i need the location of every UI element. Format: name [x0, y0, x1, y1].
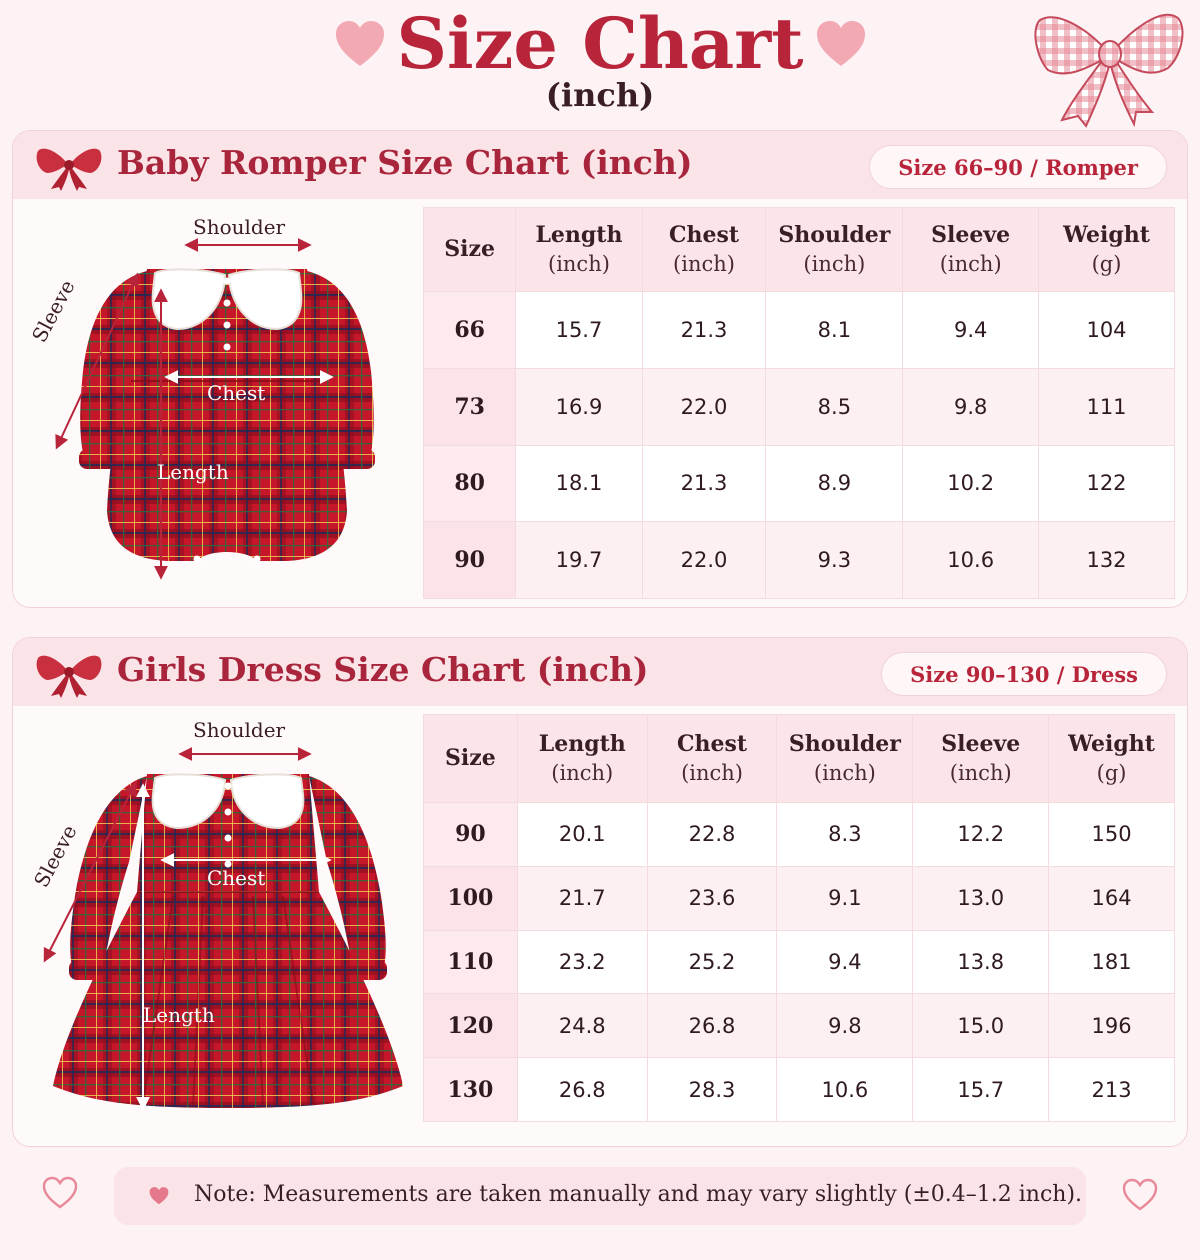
column-header: Weight (g) [1049, 715, 1175, 803]
column-header: Length (inch) [517, 715, 647, 803]
column-header: Size [424, 208, 516, 292]
table-cell: 28.3 [647, 1058, 777, 1122]
size-cell: 100 [424, 866, 518, 930]
table-cell: 122 [1039, 445, 1175, 522]
table-cell: 9.8 [777, 994, 913, 1058]
table-row [424, 930, 1175, 994]
table-cell: 10.2 [903, 445, 1039, 522]
table-cell: 20.1 [517, 803, 647, 867]
table-cell: 22.0 [642, 368, 766, 445]
section-header [13, 131, 1187, 199]
length-label: Length [157, 460, 229, 484]
table-cell: 21.7 [517, 866, 647, 930]
table-row [424, 803, 1175, 867]
section-title: Girls Dress Size Chart (inch) [117, 650, 649, 689]
table-cell: 150 [1049, 803, 1175, 867]
table-cell: 8.1 [766, 292, 903, 369]
column-header: Chest (inch) [642, 208, 766, 292]
table-cell: 10.6 [903, 522, 1039, 599]
size-cell: 120 [424, 994, 518, 1058]
table-header-row [424, 715, 1175, 803]
column-header: Shoulder (inch) [766, 208, 903, 292]
table-cell: 12.2 [913, 803, 1049, 867]
column-header: Size [424, 715, 518, 803]
heart-icon [148, 1186, 170, 1206]
table-cell: 181 [1049, 930, 1175, 994]
table-cell: 15.0 [913, 994, 1049, 1058]
table-row [424, 866, 1175, 930]
table-cell: 23.6 [647, 866, 777, 930]
sleeve-label: Sleeve [29, 820, 82, 892]
table-cell: 8.3 [777, 803, 913, 867]
table-cell: 26.8 [517, 1058, 647, 1122]
table-cell: 9.1 [777, 866, 913, 930]
page-title: Size Chart [396, 2, 804, 85]
table-cell: 9.8 [903, 368, 1039, 445]
table-cell: 23.2 [517, 930, 647, 994]
table-row [424, 368, 1175, 445]
table-cell: 9.3 [766, 522, 903, 599]
chest-label: Chest [207, 381, 266, 405]
table-cell: 21.3 [642, 445, 766, 522]
column-header: Sleeve (inch) [913, 715, 1049, 803]
heart-outline-icon [42, 1176, 78, 1210]
table-cell: 9.4 [777, 930, 913, 994]
column-header: Shoulder (inch) [777, 715, 913, 803]
size-cell: 110 [424, 930, 518, 994]
bow-icon [35, 141, 103, 191]
table-cell: 24.8 [517, 994, 647, 1058]
column-header: Chest (inch) [647, 715, 777, 803]
column-header: Weight (g) [1039, 208, 1175, 292]
heart-outline-icon [1122, 1178, 1158, 1212]
table-cell: 196 [1049, 994, 1175, 1058]
size-range-badge: Size 90–130 / Dress [881, 652, 1167, 696]
table-cell: 22.0 [642, 522, 766, 599]
page-subtitle: (inch) [545, 76, 655, 114]
size-cell: 66 [424, 292, 516, 369]
shoulder-label: Shoulder [193, 718, 286, 742]
table-row [424, 292, 1175, 369]
shoulder-label: Shoulder [193, 215, 286, 239]
gingham-bow-icon [1028, 0, 1188, 130]
table-row [424, 994, 1175, 1058]
table-cell: 104 [1039, 292, 1175, 369]
length-label: Length [143, 1003, 215, 1027]
table-cell: 13.8 [913, 930, 1049, 994]
table-cell: 22.8 [647, 803, 777, 867]
table-cell: 18.1 [516, 445, 642, 522]
dress-illustration [23, 716, 433, 1146]
table-cell: 111 [1039, 368, 1175, 445]
note-text: Note: Measurements are taken manually and may vary slightly (±0.4–1.2 inch). [194, 1182, 1083, 1207]
size-cell: 90 [424, 522, 516, 599]
table-row [424, 1058, 1175, 1122]
table-cell: 16.9 [516, 368, 642, 445]
table-cell: 164 [1049, 866, 1175, 930]
dress-size-section [12, 637, 1188, 1147]
table-cell: 19.7 [516, 522, 642, 599]
size-cell: 80 [424, 445, 516, 522]
size-cell: 90 [424, 803, 518, 867]
section-title: Baby Romper Size Chart (inch) [117, 143, 693, 182]
romper-illustration [27, 211, 427, 611]
column-header: Sleeve (inch) [903, 208, 1039, 292]
table-cell: 15.7 [913, 1058, 1049, 1122]
romper-size-section [12, 130, 1188, 608]
size-cell: 130 [424, 1058, 518, 1122]
table-cell: 132 [1039, 522, 1175, 599]
size-range-badge: Size 66–90 / Romper [869, 145, 1167, 189]
table-cell: 15.7 [516, 292, 642, 369]
table-cell: 10.6 [777, 1058, 913, 1122]
column-header: Length (inch) [516, 208, 642, 292]
dress-size-table [423, 714, 1175, 1122]
heart-icon [334, 20, 386, 68]
size-cell: 73 [424, 368, 516, 445]
table-row [424, 522, 1175, 599]
heart-icon [815, 20, 867, 68]
table-cell: 213 [1049, 1058, 1175, 1122]
table-cell: 9.4 [903, 292, 1039, 369]
table-header-row [424, 208, 1175, 292]
table-cell: 13.0 [913, 866, 1049, 930]
bow-icon [35, 648, 103, 698]
table-cell: 8.9 [766, 445, 903, 522]
sleeve-label: Sleeve [27, 275, 80, 347]
table-cell: 26.8 [647, 994, 777, 1058]
table-row [424, 445, 1175, 522]
chest-label: Chest [207, 866, 266, 890]
romper-size-table [423, 207, 1175, 599]
table-cell: 25.2 [647, 930, 777, 994]
measurement-note [114, 1167, 1086, 1225]
table-cell: 8.5 [766, 368, 903, 445]
section-header [13, 638, 1187, 706]
table-cell: 21.3 [642, 292, 766, 369]
